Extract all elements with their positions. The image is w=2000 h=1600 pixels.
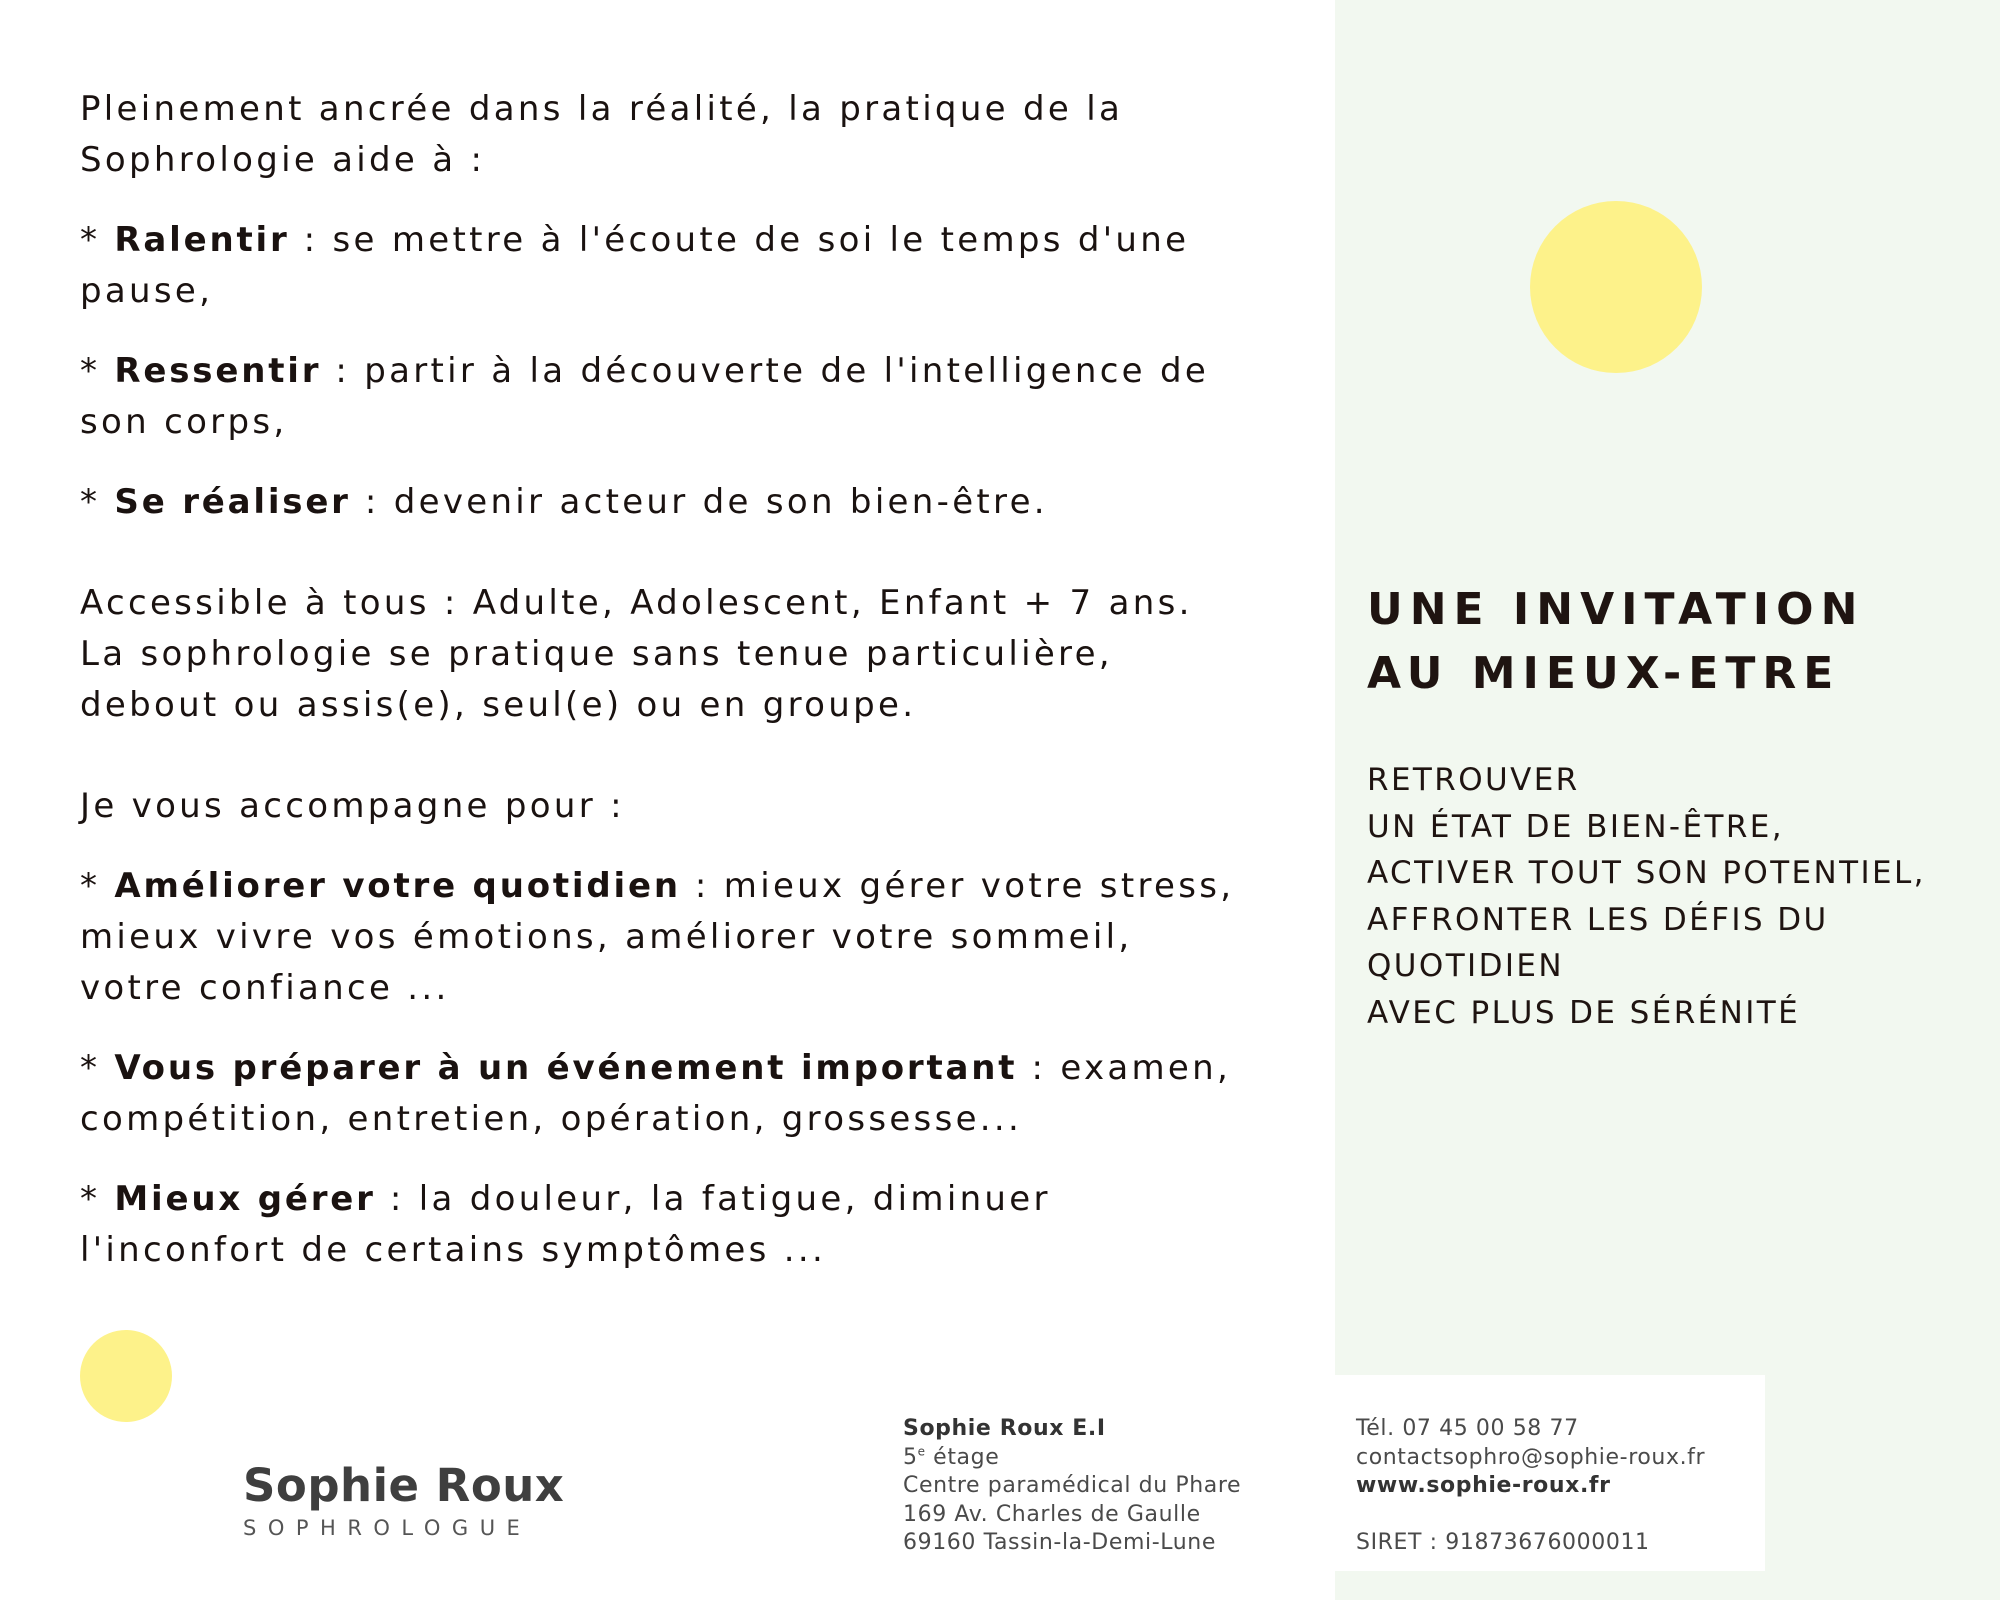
benefit-term: Se réaliser — [114, 482, 351, 522]
benefit-item-continuation: pause, — [80, 271, 214, 311]
invitation-line: QUOTIDIEN — [1367, 948, 1564, 984]
yellow-circle-decoration-small — [80, 1330, 172, 1422]
benefit-item-continuation: son corps, — [80, 402, 288, 442]
address-line: 69160 Tassin-la-Demi-Lune — [903, 1530, 1216, 1555]
siret-number: SIRET : 91873676000011 — [1356, 1530, 1650, 1555]
invitation-line: AFFRONTER LES DÉFIS DU — [1367, 901, 1829, 938]
support-item-continuation: votre confiance ... — [80, 968, 450, 1008]
support-item: * Vous préparer à un événement important : examen, — [80, 1048, 1232, 1088]
support-intro: Je vous accompagne pour : — [80, 786, 625, 826]
accessibility-line: Accessible à tous : Adulte, Adolescent, Enfant + 7 ans. — [80, 583, 1193, 623]
invitation-line: ACTIVER TOUT SON POTENTIEL, — [1367, 855, 1926, 891]
email-address: contactsophro@sophie-roux.fr — [1356, 1444, 1706, 1470]
address-block — [903, 1415, 1241, 1558]
invitation-title-line: AU MIEUX-ETRE — [1367, 648, 1841, 699]
address-line: 169 Av. Charles de Gaulle — [903, 1501, 1201, 1527]
support-item: * Améliorer votre quotidien : mieux gérer votre stress, — [80, 866, 1235, 906]
benefit-term: Ressentir — [114, 351, 322, 391]
support-item-continuation: l'inconfort de certains symptômes ... — [80, 1230, 827, 1270]
main-text-column — [80, 84, 1280, 1276]
support-term: Améliorer votre quotidien — [114, 866, 681, 906]
invitation-title-line: UNE INVITATION — [1367, 584, 1865, 635]
invitation-text — [1367, 757, 1926, 1036]
support-term: Mieux gérer — [114, 1179, 376, 1219]
invitation-line: UN ÉTAT DE BIEN-ÊTRE, — [1367, 808, 1785, 845]
yellow-circle-decoration — [1530, 201, 1702, 373]
support-term: Vous préparer à un événement important — [114, 1048, 1018, 1088]
intro-line: Sophrologie aide à : — [80, 140, 486, 180]
intro-line: Pleinement ancrée dans la réalité, la pratique de la — [80, 89, 1124, 129]
address-line: Centre paramédical du Phare — [903, 1473, 1242, 1498]
website-link: www.sophie-roux.fr — [1356, 1473, 1611, 1498]
benefit-item: * Ressentir : partir à la découverte de l'intelligence de — [80, 351, 1210, 391]
invitation-title — [1367, 578, 1864, 706]
address-floor: 5e étage — [903, 1444, 1000, 1470]
accessibility-line: debout ou assis(e), seul(e) ou en groupe. — [80, 685, 917, 725]
invitation-line: RETROUVER — [1367, 762, 1580, 798]
logo — [243, 1460, 564, 1541]
accessibility-line: La sophrologie se pratique sans tenue particulière, — [80, 634, 1113, 674]
business-name: Sophie Roux E.I — [903, 1416, 1106, 1441]
phone-number: Tél. 07 45 00 58 77 — [1356, 1416, 1579, 1441]
support-item: * Mieux gérer : la douleur, la fatigue, diminuer — [80, 1179, 1051, 1219]
support-item-continuation: mieux vivre vos émotions, améliorer votre sommeil, — [80, 917, 1133, 957]
invitation-line: AVEC PLUS DE SÉRÉNITÉ — [1367, 994, 1801, 1031]
contact-block — [1356, 1415, 1705, 1558]
logo-name: Sophie Roux — [243, 1459, 565, 1512]
support-item-continuation: compétition, entretien, opération, grossesse... — [80, 1099, 1023, 1139]
benefit-item: * Se réaliser : devenir acteur de son bien-être. — [80, 482, 1048, 522]
benefit-item: * Ralentir : se mettre à l'écoute de soi le temps d'une — [80, 220, 1190, 260]
logo-subtitle: SOPHROLOGUE — [243, 1516, 532, 1540]
benefit-term: Ralentir — [114, 220, 290, 260]
